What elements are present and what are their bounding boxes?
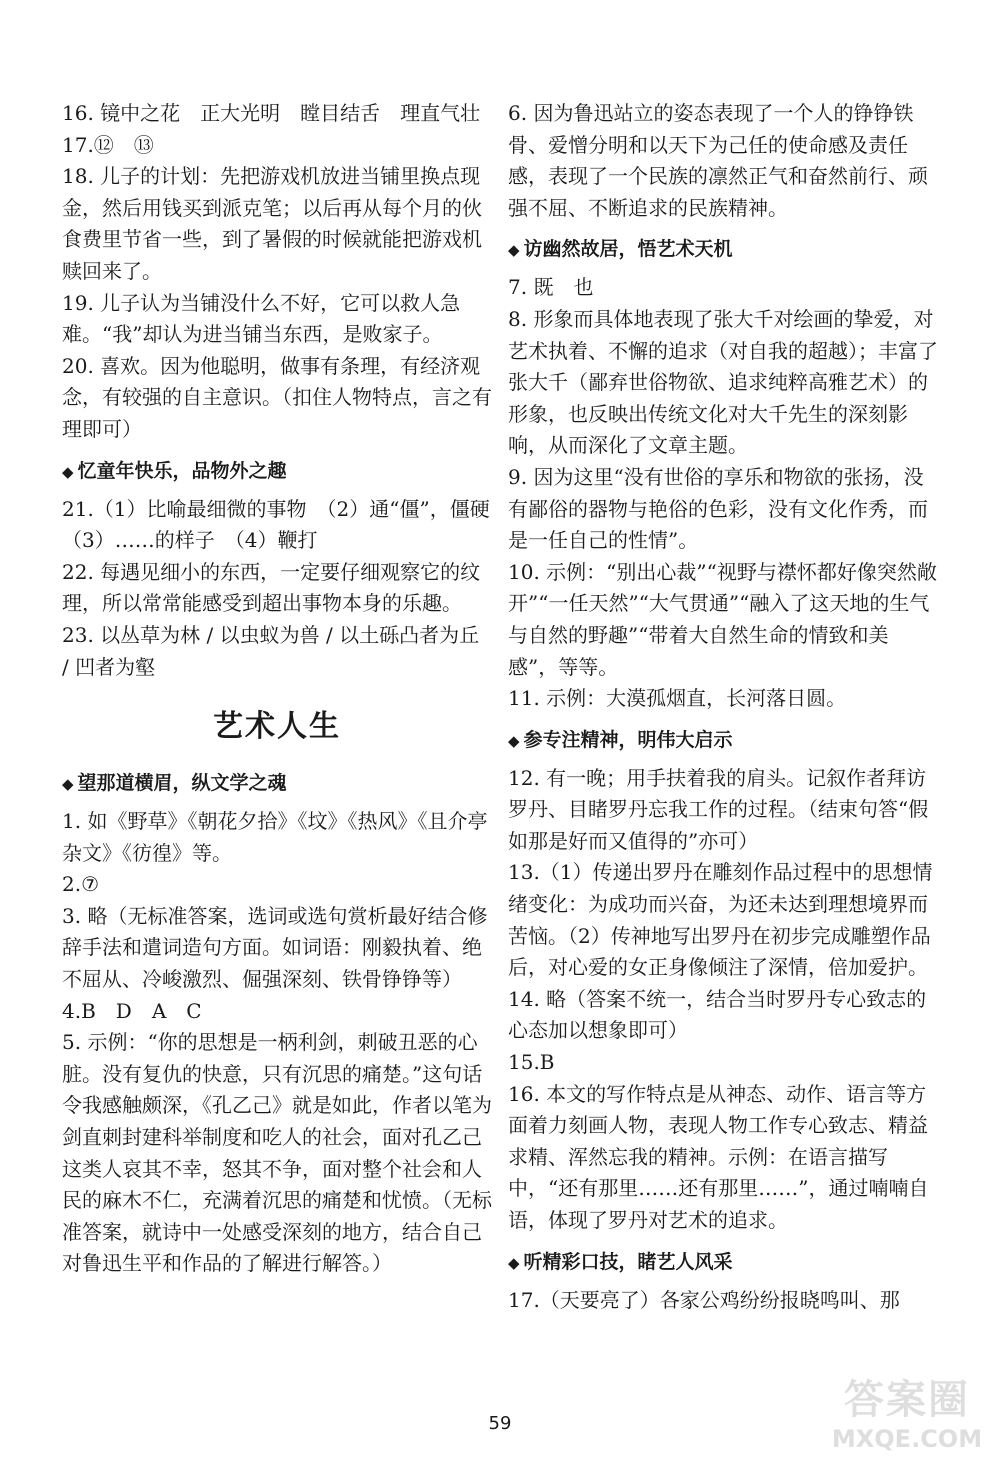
answer-8: 8. 形象而具体地表现了张大千对绘画的挚爱，对艺术执着、不懈的追求（对自我的超越）；丰富了张大千（鄙弃世俗物欲、追求纯粹高雅艺术）的形象，也反映出传统文化对大千先生的深刻影响，从而深化了文章主题。 [508, 306, 938, 458]
answer-10: 10. 示例：“别出心裁”“视野与襟怀都好像突然敞开”“一任天然”“大气贯通”“融入了这天地的生气与自然的野趣”“带着大自然生命的情致和美感”，等等。 [508, 559, 937, 679]
answer-18: 18. 儿子的计划：先把游戏机放进当铺里换点现金，然后用钱买到派克笔；以后再从每个月的伙食费里节省一些，到了暑假的时候就能把游戏机赎回来了。 [62, 164, 482, 283]
answer-23: 23. 以丛草为林 / 以虫蚁为兽 / 以土砾凸者为丘 / 凹者为壑 [62, 622, 480, 679]
answer-17b: 17.（天要亮了）各家公鸡纷纷报晓鸣叫、那 [508, 1287, 900, 1312]
answer-6: 6. 因为鲁迅站立的姿态表现了一个人的铮铮铁骨、爱憎分明和以天下为己任的使命感及责任感，表现了一个民族的凛然正气和奋然前行、顽强不屈、不断追求的民族精神。 [508, 101, 928, 220]
diamond-bullet-icon: ◆ [508, 1253, 520, 1272]
page-number: 59 [488, 1413, 512, 1434]
answer-16: 16. 镜中之花 正大光明 瞠目结舌 理直气壮 [62, 101, 481, 125]
diamond-bullet-icon: ◆ [62, 462, 74, 481]
answer-11: 11. 示例：大漠孤烟直，长河落日圆。 [508, 686, 847, 711]
section-heading-ventriloquism: ◆ 听精彩口技，睹艺人风采 [508, 1250, 733, 1273]
answer-17: 17.⑫ ⑬ [62, 132, 154, 157]
section-heading-luxun: ◆ 望那道横眉，纵文学之魂 [62, 772, 287, 795]
watermark-logo: 答案圈 MXQE.COM [831, 1377, 983, 1453]
section-heading-former-residence: ◆ 访幽然故居，悟艺术天机 [508, 238, 733, 261]
answer-21: 21.（1）比喻最细微的事物 （2）通“僵”，僵硬 （3）……的样子 （4）鞭打 [62, 496, 510, 553]
diamond-bullet-icon: ◆ [62, 775, 74, 794]
answer-15: 15.B [508, 1050, 555, 1075]
answer-5: 5. 示例：“你的思想是一柄利剑，刺破丑恶的心脏。没有复仇的快意，只有沉思的痛楚。”这句话令我感触颇深，《孔乙己》就是如此，作者以笔为剑直刺封建科举制度和吃人的社会，面对孔乙己这类人哀其不幸，怒其不争，面对整个社会和人民的麻木不仁，充满着沉思的痛楚和忧愤。（无标准答案，就诗中一处感受深刻的地方，结合自己对鲁迅生平和作品的了解进行解答。） [62, 1030, 492, 1276]
left-column [62, 98, 510, 1280]
answer-9: 9. 因为这里“没有世俗的享乐和物欲的张扬，没有鄙俗的器物与艳俗的色彩，没有文化作秀，而是一任自己的性情”。 [508, 464, 928, 553]
answer-1: 1. 如《野草》《朝花夕拾》《坟》《热风》《且介亭杂文》《彷徨》等。 [62, 809, 488, 865]
answer-14: 14. 略（答案不统一，结合当时罗丹专心致志的心态加以想象即可） [508, 986, 927, 1043]
answer-2: 2.⑦ [62, 872, 100, 897]
answer-22: 22. 每遇见细小的东西，一定要仔细观察它的纹理，所以常常能感受到超出事物本身的乐趣。 [62, 559, 481, 616]
right-column [508, 98, 938, 1316]
section-heading-rodin: ◆ 参专注精神，明伟大启示 [508, 728, 733, 751]
diamond-bullet-icon: ◆ [508, 731, 520, 750]
answer-3: 3. 略（无标准答案，选词或选句赏析最好结合修辞手法和遣词造句方面。如词语：刚毅执着、绝不屈从、冷峻激烈、倔强深刻、铁骨铮铮等） [62, 903, 488, 992]
unit-title: 艺术人生 [213, 709, 341, 745]
diamond-bullet-icon: ◆ [508, 241, 520, 260]
answer-4: 4.B D A C [62, 998, 202, 1023]
section-heading-childhood: ◆ 忆童年快乐，品物外之趣 [62, 459, 287, 482]
answer-16b: 16. 本文的写作特点是从神态、动作、语言等方面着力刻画人物，表现人物工作专心致志、精益求精、浑然忘我的精神。示例：在语言描写中，“还有那里……还有那里……”，通过喃喃自语，体现了罗丹对艺术的追求。 [508, 1081, 929, 1232]
answer-13: 13.（1）传递出罗丹在雕刻作品过程中的思想情绪变化：为成功而兴奋，为还未达到理想境界而苦恼。（2）传神地写出罗丹在初步完成雕塑作品后，对心爱的女正身像倾注了深情，倍加爱护。 [508, 860, 933, 980]
answer-7: 7. 既 也 [508, 275, 594, 300]
answer-12: 12. 有一晚；用手扶着我的肩头。记叙作者拜访罗丹、目睹罗丹忘我工作的过程。（结束句答“假如那是好而又值得的”亦可） [508, 765, 929, 853]
answer-19: 19. 儿子认为当铺没什么不好，它可以救人急难。“我”却认为进当铺当东西，是败家子。 [62, 290, 461, 347]
answer-20: 20. 喜欢。因为他聪明，做事有条理，有经济观念，有较强的自主意识。（扣住人物特点，言之有理即可） [62, 353, 492, 441]
